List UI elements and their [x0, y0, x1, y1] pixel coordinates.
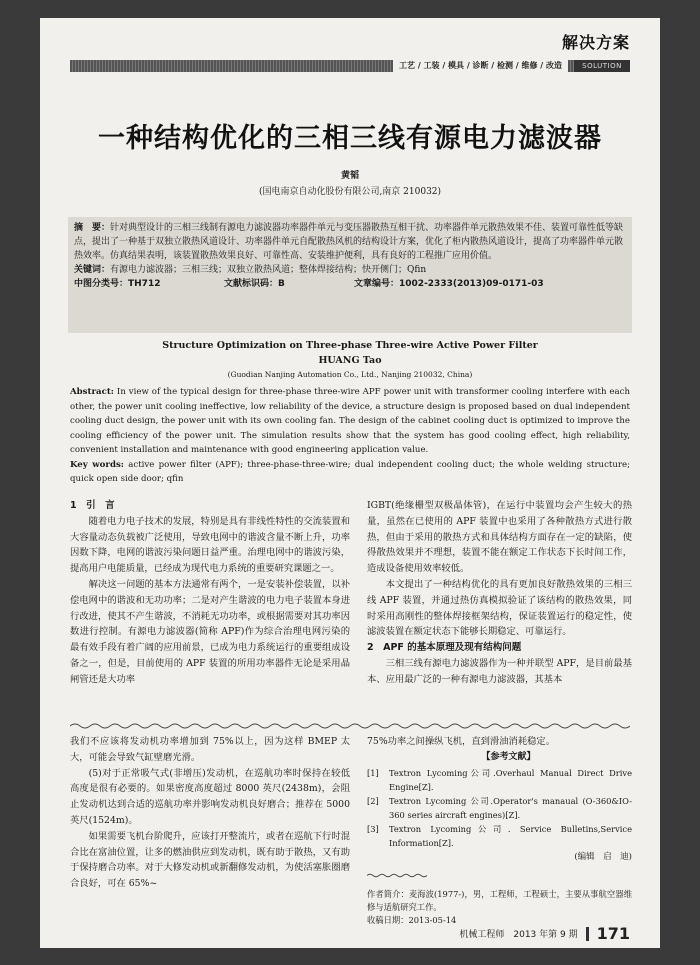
section-heading-principle: 2 APF 的基本原理及现有结构问题	[367, 642, 522, 654]
body-right-column	[367, 498, 632, 688]
english-author: HUANG Tao	[318, 355, 382, 366]
english-abstract-label: Abstract:	[70, 387, 114, 397]
english-affiliation: (Guodian Nanjing Automation Co., Ltd., Nanjing 210032, China)	[227, 370, 473, 379]
section-title: 解决方案	[561, 33, 630, 52]
keywords-label: 关键词：	[74, 265, 111, 275]
paragraph: 如果需要飞机台阶爬升，应该打开整流片，或者在巡航下行时混合比在富油位置，让多的燃油供应到发动机，既有助于散热，又有助于保持磨合功率。对于大修发动机或新翻修发动机，为使活塞胀圈磨合良好，可在 65%~	[70, 830, 350, 890]
previous-article-right-column	[367, 734, 632, 927]
clc-label: 中图分类号：	[74, 279, 129, 289]
article-number-label: 文章编号：	[354, 279, 400, 289]
article-affiliation: (国电南京自动化股份有限公司,南京 210032)	[258, 187, 442, 197]
reference-text: Textron Lycoming公司. Service Bulletins,Service Information[Z].	[389, 823, 632, 848]
paragraph: 本文提出了一种结构优化的具有更加良好散热效果的三相三线 APF 装置，并通过热仿真模拟验证了该结构的散热效果，同时采用高刚性的整体焊接框架结构，保证装置运行的稳定性，使滤波装置在额定状态下能够长期稳定、可靠运行。	[367, 578, 632, 638]
english-keywords-label: Key words:	[70, 459, 124, 470]
chinese-abstract-box	[68, 217, 632, 333]
reference-text: Textron Lycoming 公司.Operator's manaual (O-360&IO-360 series aircraft engines)[Z].	[389, 795, 632, 820]
english-title: Structure Optimization on Three-phase Three-wire Active Power Filter	[162, 340, 538, 351]
page-footer	[459, 924, 630, 943]
article-number-value: 1002-2333(2013)09-0171-03	[399, 279, 544, 289]
english-abstract-text: In view of the typical design for three-phase three-wire APF power unit with transformer cooling interfere with each other, the power unit cooling ineffective, low reliability of the device, a structure design is proposed based on dual independent cooling duct design, the power unit with its own cooling fan. The design of the cabinet cooling duct is optimized to improve the cooling efficiency of the power unit. The simulation results show that the system has good cooling effect, high reliability, convenient installation and maintenance with good engineering application value.	[70, 387, 630, 455]
reference-item	[367, 766, 632, 794]
paragraph: 解决这一问题的基本方法通常有两个，一是安装补偿装置，以补偿电网中的谐波和无功功率；二是对产生谐波的电力电子装置本身进行改进，使其不产生谐波，不消耗无功功率，或根据需要对其功率因数进行控制。有源电力滤波器(简称 APF)作为综合治理电网污染的最有效手段有着广阔的应用前景，已成为电力系统运行的重要组成设备之一，但是，目前使用的 APF 装置的所用功率器件无论是采用晶闸管还是大功率	[70, 578, 350, 685]
reference-item	[367, 794, 632, 822]
references-heading: 【参考文献】	[481, 751, 536, 762]
reference-number: [2]	[367, 795, 379, 806]
reference-number: [3]	[367, 823, 379, 834]
section-heading-intro: 1 引 言	[70, 500, 115, 511]
chinese-keywords	[74, 263, 626, 277]
english-keywords	[70, 458, 630, 487]
clc-value: TH712	[128, 279, 161, 289]
reference-item	[367, 822, 632, 850]
article-separator	[70, 722, 630, 730]
english-abstract-block	[70, 385, 630, 487]
classification-row	[74, 277, 626, 291]
doc-code	[224, 277, 354, 291]
abstract-label: 摘 要：	[74, 223, 111, 233]
english-abstract	[70, 385, 630, 458]
paragraph: IGBT(绝缘栅型双极晶体管)，在运行中装置均会产生较大的热量，虽然在已使用的 APF 装置中也采用了各种散热方式进行散热，但由于采用的散热方式和具体结构方面存在一定的缺陷，使得散热效果并不理想，装置不能在额定工作状态下长时间工作，造成设备使用效率较低。	[367, 500, 632, 575]
english-keywords-text: active power filter (APF); three-phase-three-wire; dual independent cooling duct; the whole welding structure; quick open side door; qfin	[70, 459, 630, 484]
paragraph: 我们不应该将发动机功率增加到 75%以上，因为这样 BMEP 太大，可能会导致气缸壁磨光滑。	[70, 736, 350, 763]
paragraph: 随着电力电子技术的发展，特别是具有非线性特性的交流装置和大容量动态负载被广泛使用，导致电网中的谐波含量不断上升，功率因数下降，电网的谐波污染问题日益严重。治理电网中的谐波污染，提高用户电能质量，已经成为现代电力系统的重要研究课题之一。	[70, 515, 350, 575]
doc-value: B	[278, 279, 285, 289]
paragraph: 三相三线有源电力滤波器作为一种并联型 APF，是目前最基本、应用最广泛的一种有源电力滤波器，其基本	[367, 657, 632, 685]
footer-divider	[586, 927, 589, 941]
clc-number	[74, 277, 224, 291]
chinese-abstract	[74, 221, 626, 263]
solution-tag: SOLUTION	[574, 60, 630, 72]
paragraph: 75%功率之间操纵飞机，直到滑油消耗稳定。	[367, 736, 556, 747]
doc-label: 文献标识码：	[224, 279, 279, 289]
received-date: 收稿日期：2013-05-14	[367, 915, 457, 926]
journal-page	[40, 18, 660, 948]
author-note: 作者简介：麦海波(1977-)，男，工程师，工程硕士，主要从事航空器维修与适航研究工作。	[367, 889, 632, 913]
journal-issue: 机械工程师 2013 年第 9 期	[459, 930, 578, 940]
article-title: 一种结构优化的三相三线有源电力滤波器	[98, 123, 602, 154]
page-number: 171	[596, 924, 630, 943]
article-author: 黄韬	[340, 171, 359, 181]
header-categories: 工艺 / 工装 / 模具 / 诊断 / 检测 / 维修 / 改造	[393, 60, 568, 72]
paragraph: (5)对于正常吸气式(非增压)发动机，在巡航功率时保持在较低高度是很有必要的。如果密度高度超过 8000 英尺(2438m)，会阻止发动机达到合适的巡航功率并影响发动机良好磨合；推荐在 5000 英尺(1524m)。	[70, 767, 350, 826]
article-number	[354, 277, 544, 291]
previous-article-left-column	[70, 734, 350, 892]
reference-number: [1]	[367, 767, 379, 778]
reference-text: Textron Lycoming公司.Overhaul Manual Direct Drive Engine[Z].	[389, 767, 632, 792]
body-left-column	[70, 498, 350, 688]
editor-note: (编辑 启 迪)	[574, 851, 632, 862]
short-separator	[367, 873, 427, 878]
keywords-text: 有源电力滤波器；三相三线；双独立散热风道；整体焊接结构；快开侧门；Qfin	[110, 265, 427, 275]
abstract-text: 针对典型设计的三相三线制有源电力滤波器功率器件单元与变压器散热互相干扰、功率器件单元散热效果不佳、装置可靠性低等缺点，提出了一种基于双独立散热风道设计、功率器件单元自配散热风机的结构设计方案，优化了柜内散热风道设计，提高了功率器件单元散热效率。仿真结果表明，该装置散热效果良好、可靠性高、安装维护便利，具有良好的工程推广应用价值。	[74, 223, 624, 261]
